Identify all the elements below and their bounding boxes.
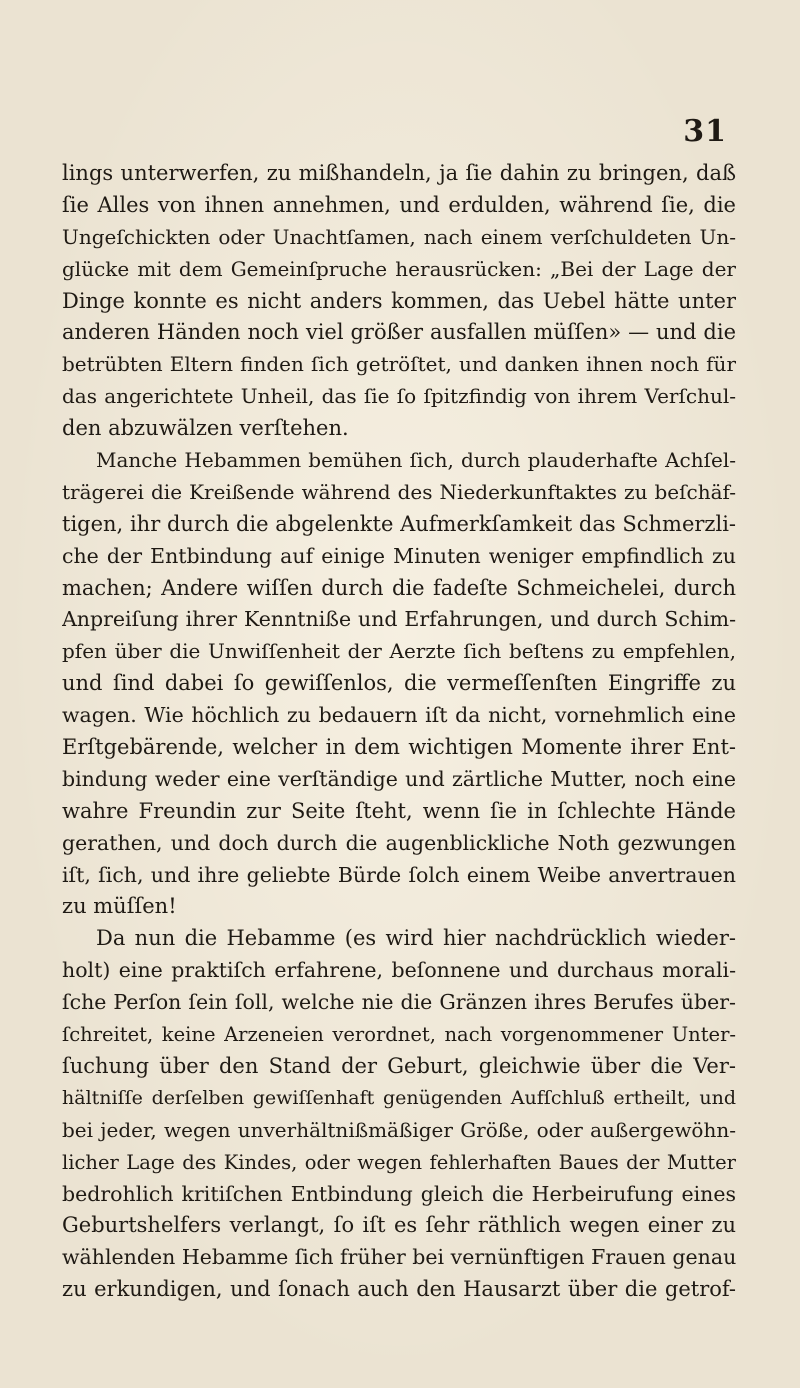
text-line: bindung weder eine verſtändige und zärtliche Mutter, noch eine bbox=[62, 766, 736, 791]
text-line: trägerei die Kreißende während des Niederkunftaktes zu beſchäf- bbox=[62, 479, 736, 504]
text-line: holt) eine praktiſch erfahrene, beſonnene und durchaus morali- bbox=[62, 958, 736, 983]
text-line: bedrohlich kritiſchen Entbindung gleich die Herbeirufung eines bbox=[62, 1181, 736, 1206]
text-line: machen; Andere wiſſen durch die fadeſte Schmeichelei, durch bbox=[62, 575, 736, 600]
text-line: ſie Alles von ihnen annehmen, und erdulden, während ſie, die bbox=[62, 192, 736, 217]
text-line: den abzuwälzen verſtehen. bbox=[62, 416, 349, 441]
text-line: das angerichtete Unheil, das ſie ſo ſpitzfindig von ihrem Verſchul- bbox=[62, 384, 736, 409]
body-text bbox=[62, 158, 736, 1306]
text-line: und ſind dabei ſo gewiſſenlos, die vermeſſenſten Eingriffe zu bbox=[62, 671, 736, 696]
text-line: wahre Freundin zur Seite ſteht, wenn ſie in ſchlechte Hände bbox=[62, 798, 736, 823]
text-line: Anpreiſung ihrer Kenntniße und Erfahrungen, und durch Schim- bbox=[62, 607, 736, 632]
text-line: pfen über die Unwiſſenheit der Aerzte ſich beſtens zu empfehlen, bbox=[62, 639, 736, 664]
text-line: Manche Hebammen bemühen ſich, durch plauderhafte Achſel- bbox=[96, 448, 736, 473]
text-line: lings unterwerfen, zu mißhandeln, ja ſie dahin zu bringen, daß bbox=[62, 161, 736, 185]
text-line: iſt, ſich, und ihre geliebte Bürde ſolch einem Weibe anvertrauen bbox=[62, 862, 736, 887]
text-line: bei jeder, wegen unverhältnißmäßiger Größe, oder außergewöhn- bbox=[62, 1117, 736, 1142]
text-line: che der Entbindung auf einige Minuten weniger empfindlich zu bbox=[62, 543, 736, 568]
text-line: licher Lage des Kindes, oder wegen fehlerhaften Baues der Mutter bbox=[62, 1150, 736, 1174]
page-number: 31 bbox=[683, 114, 727, 149]
text-line: betrübten Eltern finden ſich getröſtet, und danken ihnen noch für bbox=[62, 352, 736, 377]
text-line: zu erkundigen, und ſonach auch den Hausarzt über die getrof- bbox=[62, 1277, 736, 1302]
text-line: wählenden Hebamme ſich früher bei vernünftigen Frauen genau bbox=[62, 1245, 736, 1270]
text-line: Erſtgebärende, welcher in dem wichtigen Momente ihrer Ent- bbox=[62, 735, 736, 760]
text-line: zu müſſen! bbox=[62, 894, 177, 919]
text-line: anderen Händen noch viel größer ausfallen müſſen» — und die bbox=[62, 320, 736, 345]
text-line: ſchreitet, keine Arzeneien verordnet, nach vorgenommener Unter- bbox=[62, 1023, 736, 1047]
text-line: Ungeſchickten oder Unachtſamen, nach einem verſchuldeten Un- bbox=[62, 224, 736, 249]
text-line: ſuchung über den Stand der Geburt, gleichwie über die Ver- bbox=[62, 1053, 736, 1078]
text-line: tigen, ihr durch die abgelenkte Aufmerkſamkeit das Schmerzli- bbox=[62, 511, 736, 536]
text-line: Dinge konnte es nicht anders kommen, das Uebel hätte unter bbox=[62, 288, 736, 313]
text-line: glücke mit dem Gemeinſpruche herausrücken: „Bei der Lage der bbox=[62, 256, 736, 281]
text-line: gerathen, und doch durch die augenblickliche Noth gezwungen bbox=[62, 830, 736, 855]
text-line: Geburtshelfers verlangt, ſo iſt es ſehr räthlich wegen einer zu bbox=[62, 1213, 736, 1238]
text-line: hältniſſe derſelben gewiſſenhaft genügenden Aufſchluß ertheilt, und bbox=[62, 1086, 736, 1109]
text-line: Da nun die Hebamme (es wird hier nachdrücklich wieder- bbox=[96, 926, 736, 951]
text-line: wagen. Wie höchlich zu bedauern iſt da nicht, vornehmlich eine bbox=[62, 703, 736, 728]
text-line: ſche Perſon ſein ſoll, welche nie die Gränzen ihres Berufes über- bbox=[62, 990, 736, 1015]
